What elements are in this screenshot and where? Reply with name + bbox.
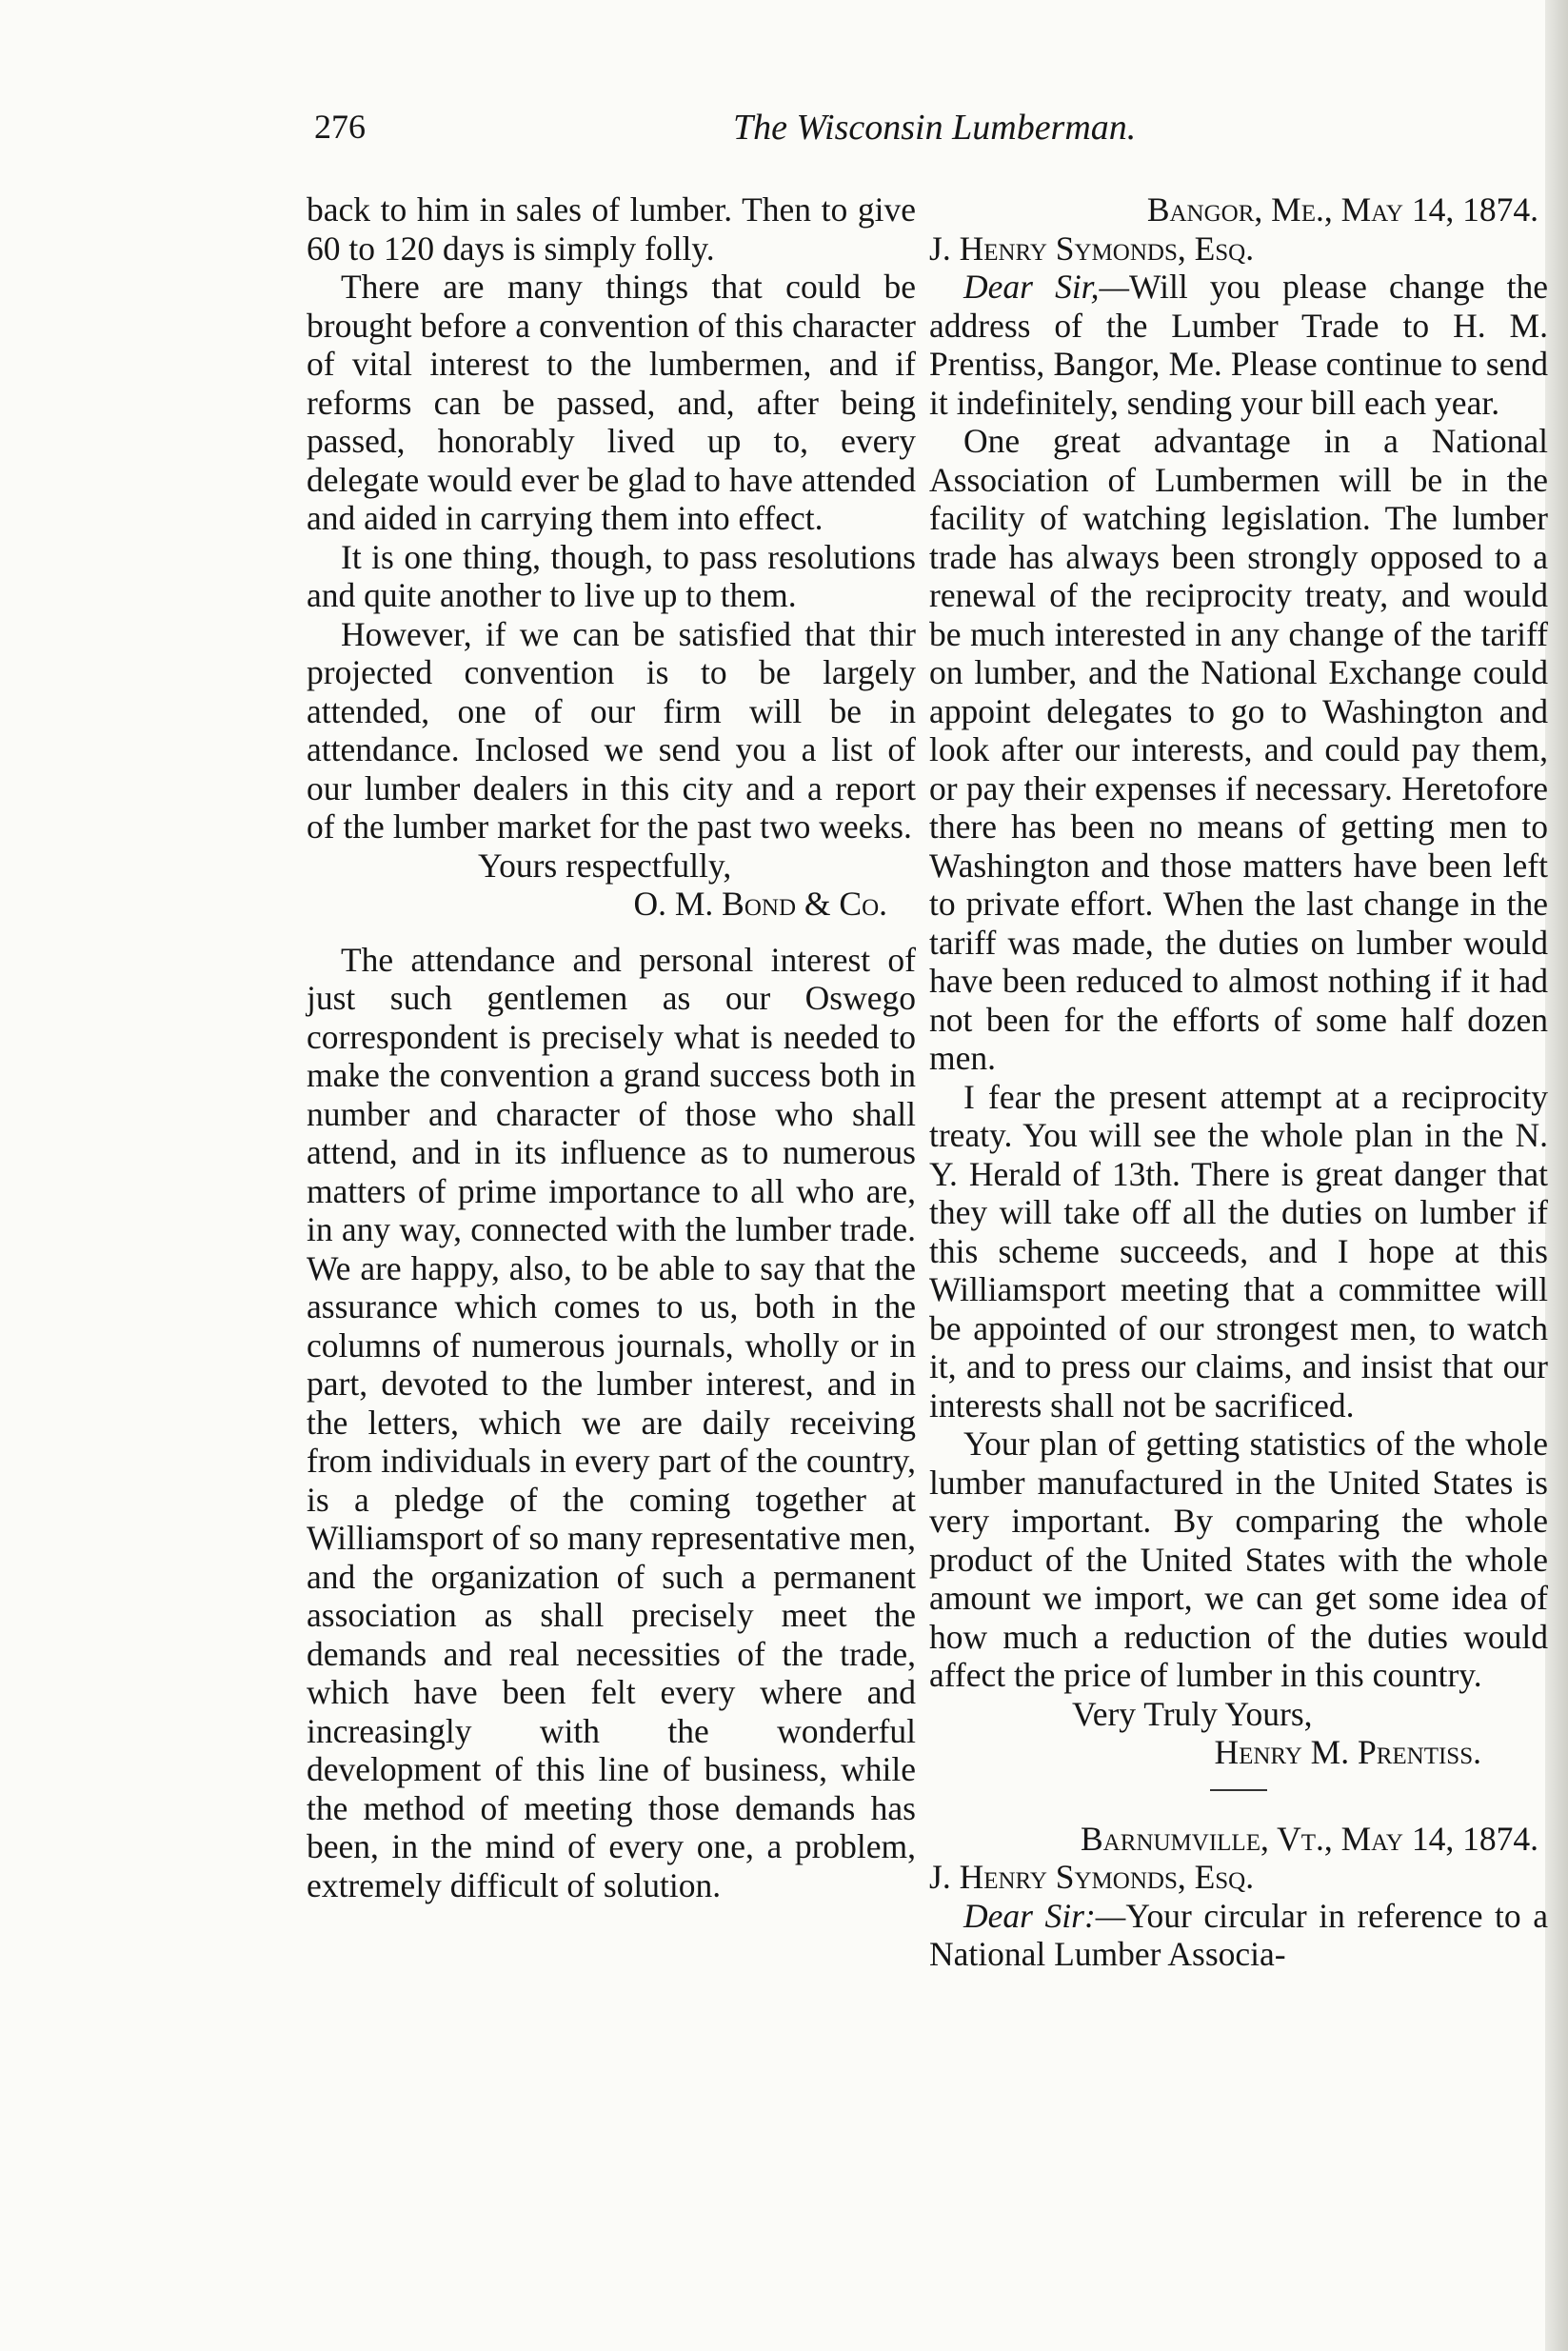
letter-body-first: Your circular in reference to a National Lumber Associa-: [929, 1896, 1548, 1973]
page-edge-shadow: [1545, 0, 1568, 2351]
left-column: [307, 190, 916, 1904]
letter-addressee: J. Henry Symonds, Esq.: [929, 1858, 1255, 1896]
letter-opening: [929, 268, 1548, 422]
right-column: [929, 190, 1548, 1974]
letter-salutation: Dear Sir,—: [963, 268, 1130, 306]
letter-dateline: Bangor, Me., May 14, 1874.: [1146, 190, 1538, 229]
letter-salutation: Dear Sir:—: [963, 1896, 1126, 1935]
letter-closing: Very Truly Yours,: [1072, 1694, 1313, 1733]
letter-opening: [929, 1897, 1548, 1974]
letter-signature: O. M. Bond & Co.: [633, 885, 887, 923]
paragraph: However, if we can be satisfied that thir projected convention is to be largely attended, one of our firm will be in attendance. Inclosed we send you a list of our lumber dealers in this city and a report of the lumber market for the past two weeks.: [307, 614, 916, 846]
letter-signature: Henry M. Prentiss.: [1214, 1733, 1481, 1771]
running-title: The Wisconsin Lumberman.: [733, 108, 1137, 148]
paragraph: back to him in sales of lumber. Then to give 60 to 120 days is simply folly.: [307, 190, 916, 268]
page-number: 276: [314, 108, 366, 146]
paragraph: It is one thing, though, to pass resolutions and quite another to live up to them.: [307, 537, 916, 614]
letter-addressee: J. Henry Symonds, Esq.: [929, 229, 1255, 268]
paragraph: There are many things that could be brought before a convention of this character of vital interest to the lumbermen, and if reforms can be passed, and, after being passed, honorably lived up to, every delegate would ever be glad to have attended and aided in carrying them into effect.: [307, 268, 916, 537]
paragraph: One great advantage in a National Association of Lumbermen will be in the facility of watching legislation. The lumber trade has always been strongly opposed to a renewal of the reciprocity treaty, and would be much interested in any change of the tariff on lumber, and the National Exchange could appoint delegates to go to Washington and look after our interests, and could pay them, or pay their expenses if necessary. Heretofore there has been no means of getting men to Washington and those matters have been left to private effort. When the last change in the tariff was made, the duties on lumber would have been reduced to almost nothing if it had not been for the efforts of some half dozen men.: [929, 422, 1548, 1077]
letter-dateline: Barnumville, Vt., May 14, 1874.: [1081, 1819, 1538, 1858]
editorial-paragraph: The attendance and personal interest of just such gentlemen as our Oswego correspondent is precisely what is needed to make the convention a grand success both in number and character of those who shall attend, and in its influence as to numerous matters of prime importance to all who are, in any way, connected with the lumber trade. We are happy, also, to be able to say that the assurance which comes to us, both in the columns of numerous journals, wholly or in part, devoted to the lumber interest, and in the letters, which we are daily receiving from individuals in every part of the country, is a pledge of the coming together at Williamsport of so many representative men, and the organization of such a permanent association as shall precisely meet the demands and real necessities of the trade, which have been felt every where and increasingly with the wonderful development of this line of business, while the method of meeting those demands has been, in the mind of every one, a problem, extremely difficult of solution.: [307, 940, 916, 1904]
letter-closing: Yours respectfully,: [478, 846, 732, 885]
page-header: [314, 107, 1523, 164]
paragraph: I fear the present attempt at a reciprocity treaty. You will see the whole plan in the N. Y. Herald of 13th. There is great danger that they will take off all the duties on lumber if this scheme succeeds, and I hope at this Williamsport meeting that a committee will be appointed of our strongest men, to watch it, and to press our claims, and insist that our interests shall not be sacrificed.: [929, 1077, 1548, 1425]
section-divider: [1210, 1789, 1267, 1791]
letter-body-first: Will you please change the address of the Lumber Trade to H. M. Prentiss, Bangor, Me. Please continue to send it indefinitely, sending your bill each year.: [929, 268, 1548, 422]
paragraph: Your plan of getting statistics of the whole lumber manufactured in the United States is very important. By comparing the whole product of the United States with the whole amount we import, we can get some idea of how much a reduction of the duties would affect the price of lumber in this country.: [929, 1425, 1548, 1694]
